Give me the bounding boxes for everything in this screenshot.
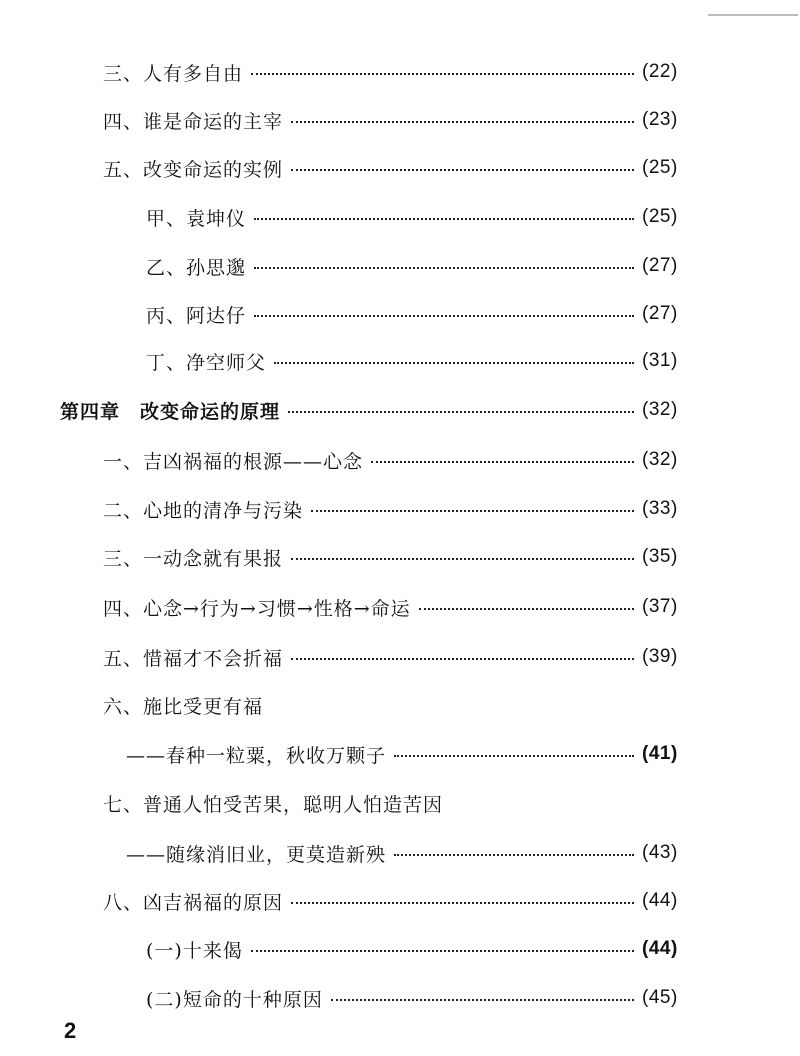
- toc-entry-title: 四、心念→行为→习惯→性格→命运: [103, 597, 411, 620]
- toc-entry-title: (二)短命的十种原因: [146, 988, 323, 1011]
- toc-entry-title: 丁、净空师父: [146, 351, 267, 374]
- toc-entry-title: ——随缘消旧业，更莫造新殃: [126, 843, 387, 866]
- page-number: 2: [64, 1018, 77, 1043]
- toc-entry: [103, 492, 700, 526]
- toc-entry: [103, 443, 700, 477]
- toc-entry: [103, 590, 700, 624]
- toc-entry-page: (27): [642, 303, 678, 324]
- toc-entry: [103, 55, 700, 89]
- toc-entry-title: ——春种一粒粟，秋收万颗子: [126, 744, 387, 767]
- toc-entry-page: (32): [642, 399, 678, 420]
- toc-entry-title: 八、凶吉祸福的原因: [103, 891, 284, 914]
- toc-entry-page: (37): [642, 596, 678, 617]
- toc-entry-title: 六、施比受更有福: [103, 695, 264, 718]
- toc-entry-page: (25): [642, 157, 678, 178]
- toc-entry: [103, 786, 443, 820]
- toc-entry: [146, 200, 700, 234]
- toc-leader-dots: [291, 121, 634, 123]
- toc-entry-subtitle: [126, 836, 700, 870]
- toc-leader-dots: [251, 73, 634, 75]
- toc-leader-dots: [311, 510, 634, 512]
- toc-leader-dots: [291, 902, 634, 904]
- toc-entry-title: (一)十来偈: [146, 939, 243, 962]
- toc-entry-title: 乙、孙思邈: [146, 256, 247, 279]
- toc-leader-dots: [291, 169, 634, 171]
- toc-entry: [146, 932, 700, 966]
- toc-leader-dots: [394, 755, 634, 757]
- toc-leader-dots: [254, 315, 634, 317]
- toc-entry: [103, 103, 700, 137]
- toc-entry-title: 丙、阿达仔: [146, 304, 247, 327]
- toc-entry-page: (32): [642, 449, 678, 470]
- toc-leader-dots: [251, 950, 634, 952]
- toc-entry-title: 五、惜福才不会折福: [103, 647, 284, 670]
- toc-entry: [103, 640, 700, 674]
- toc-leader-dots: [291, 558, 634, 560]
- toc-entry-page: (44): [642, 938, 678, 959]
- toc-leader-dots: [288, 411, 634, 413]
- toc-entry-page: (33): [642, 498, 678, 519]
- toc-entry-page: (39): [642, 646, 678, 667]
- toc-entry-page: (25): [642, 206, 678, 227]
- toc-entry-page: (35): [642, 546, 678, 567]
- toc-leader-dots: [394, 854, 634, 856]
- toc-entry-page: (43): [642, 842, 678, 863]
- toc-entry: [103, 151, 700, 185]
- toc-entry: [103, 540, 700, 574]
- toc-leader-dots: [291, 658, 634, 660]
- toc-entry: [103, 688, 263, 722]
- toc-entry-page: (45): [642, 987, 678, 1008]
- toc-entry-subtitle: [126, 737, 700, 771]
- toc-entry-page: (27): [642, 255, 678, 276]
- toc-entry-title: 三、一动念就有果报: [103, 547, 284, 570]
- toc-leader-dots: [254, 218, 634, 220]
- toc-chapter-entry: [60, 393, 700, 427]
- toc-entry-title: 三、人有多自由: [103, 62, 244, 85]
- toc-entry: [146, 981, 700, 1015]
- toc-leader-dots: [371, 461, 634, 463]
- toc-entry-page: (31): [642, 350, 678, 371]
- toc-leader-dots: [274, 362, 634, 364]
- toc-leader-dots: [254, 267, 634, 269]
- toc-entry-page: (44): [642, 890, 678, 911]
- toc-entry: [146, 297, 700, 331]
- toc-entry-page: (23): [642, 109, 678, 130]
- toc-entry: [146, 344, 700, 378]
- toc-entry: [146, 249, 700, 283]
- toc-entry-title: 五、改变命运的实例: [103, 158, 284, 181]
- toc-entry-page: (22): [642, 61, 678, 82]
- toc-leader-dots: [331, 999, 634, 1001]
- toc-entry-title: 二、心地的清净与污染: [103, 499, 304, 522]
- toc-entry: [103, 884, 700, 918]
- toc-entry-page: (41): [642, 743, 678, 764]
- toc-entry-title: 七、普通人怕受苦果，聪明人怕造苦因: [103, 793, 444, 816]
- toc-chapter-title: 第四章 改变命运的原理: [60, 400, 281, 423]
- toc-entry-title: 一、吉凶祸福的根源——心念: [103, 450, 364, 473]
- toc-leader-dots: [419, 608, 634, 610]
- toc-entry-title: 四、谁是命运的主宰: [103, 110, 284, 133]
- corner-rule: [708, 0, 798, 16]
- toc-entry-title: 甲、袁坤仪: [146, 207, 247, 230]
